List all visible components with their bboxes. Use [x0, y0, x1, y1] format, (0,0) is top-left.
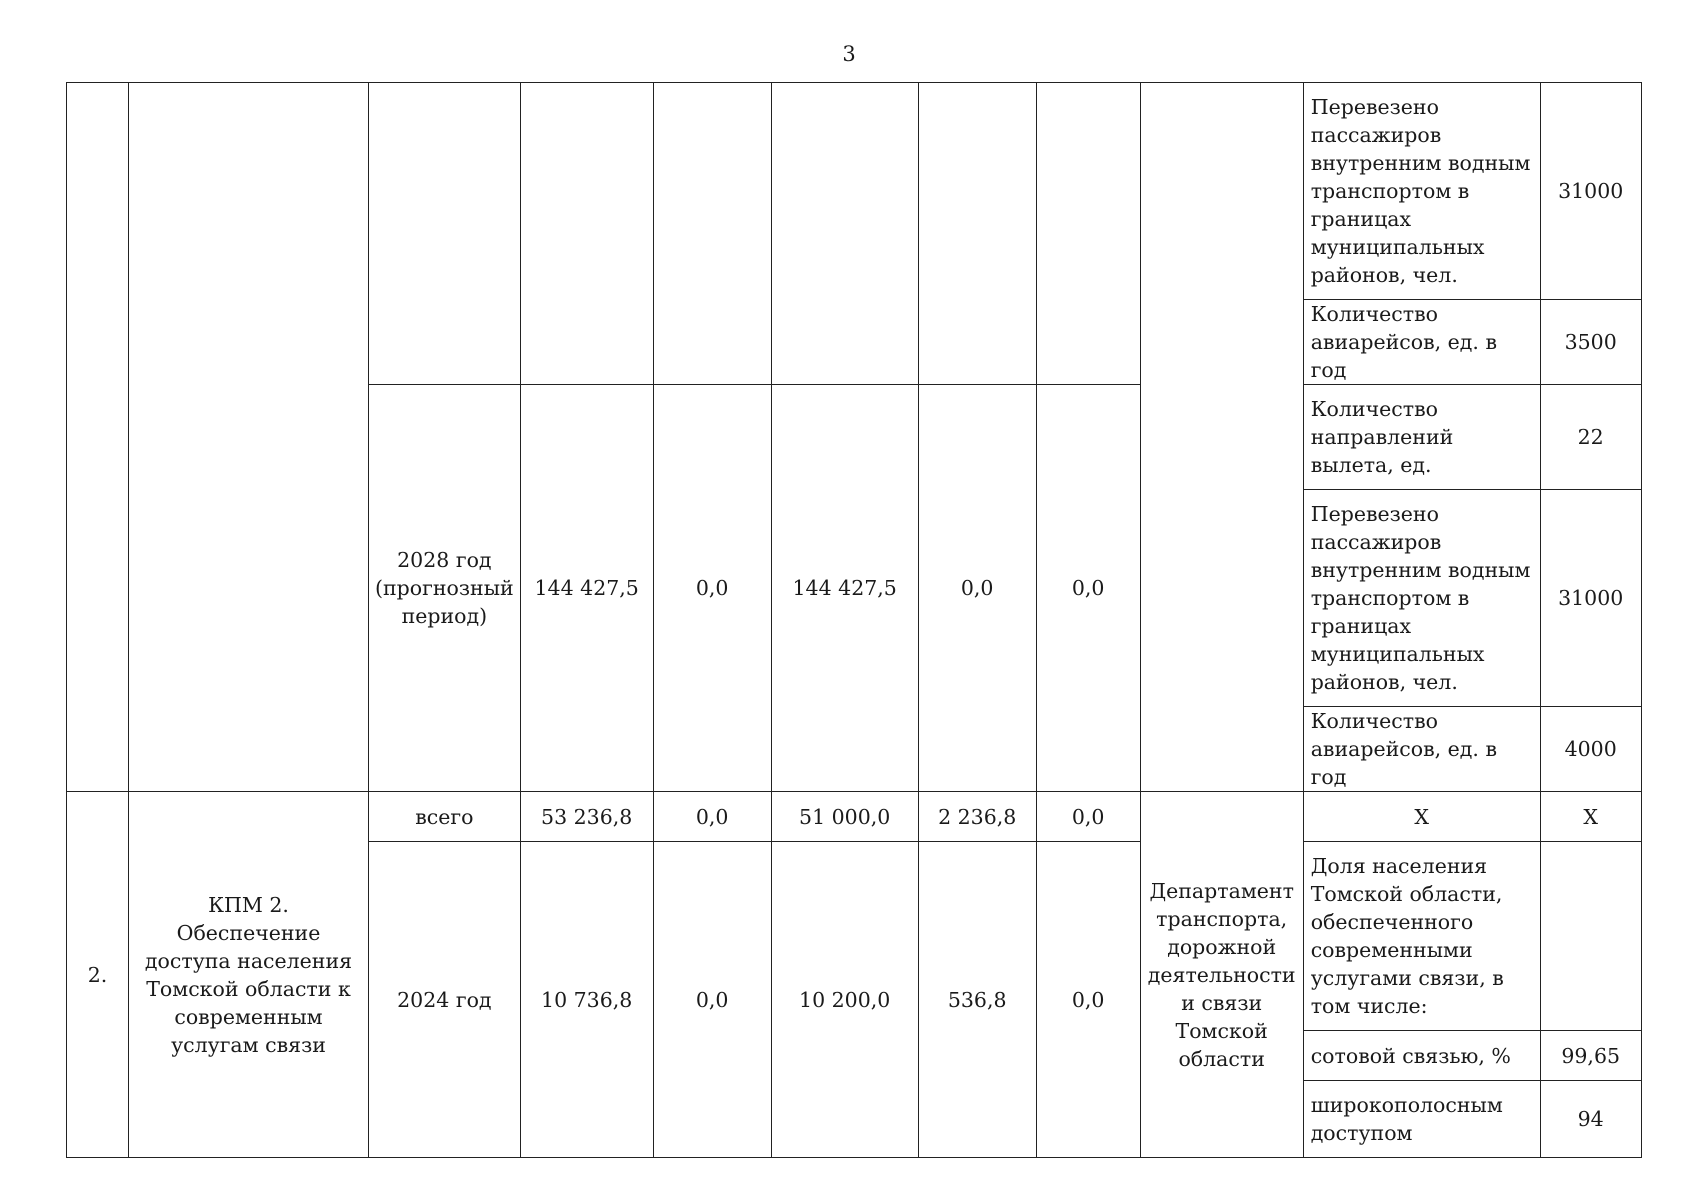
local-cell: [918, 83, 1036, 385]
executor-cell: [1140, 83, 1303, 792]
indicator-name: Количество авиарейсов, ед. в год: [1303, 300, 1540, 385]
page-number: 3: [842, 42, 856, 66]
period-cell: 2028 год (прогнозный период): [369, 385, 521, 792]
row-name-cell: КПМ 2. Обеспечение доступа населения Томской области к современным услугам связи: [129, 792, 369, 1158]
indicator-name: Доля населения Томской области, обеспеченного современными услугами связи, в том числе:: [1303, 842, 1540, 1031]
indicator-name: сотовой связью, %: [1303, 1031, 1540, 1081]
indicator-name: Количество авиарейсов, ед. в год: [1303, 707, 1540, 792]
federal-cell: 0,0: [653, 385, 771, 792]
total-cell: [520, 83, 653, 385]
local-cell: 2 236,8: [918, 792, 1036, 842]
federal-cell: [653, 83, 771, 385]
row-number-cell: 2.: [67, 792, 129, 1158]
indicator-value: 99,65: [1540, 1031, 1641, 1081]
period-cell: [369, 83, 521, 385]
local-cell: 0,0: [918, 385, 1036, 792]
local-cell: 536,8: [918, 842, 1036, 1158]
table-row: [67, 83, 1642, 300]
table-row: [67, 792, 1642, 842]
extra-cell: 0,0: [1036, 842, 1140, 1158]
extra-cell: 0,0: [1036, 385, 1140, 792]
indicator-value: 31000: [1540, 490, 1641, 707]
regional-cell: 10 200,0: [771, 842, 918, 1158]
federal-cell: 0,0: [653, 792, 771, 842]
total-cell: 144 427,5: [520, 385, 653, 792]
federal-cell: 0,0: [653, 842, 771, 1158]
extra-cell: 0,0: [1036, 792, 1140, 842]
program-table: [66, 82, 1642, 1158]
total-cell: 53 236,8: [520, 792, 653, 842]
indicator-name: Перевезено пассажиров внутренним водным транспортом в границах муниципальных районов, чел.: [1303, 83, 1540, 300]
indicator-value: [1540, 842, 1641, 1031]
indicator-name: широкополосным доступом: [1303, 1081, 1540, 1158]
period-cell: всего: [369, 792, 521, 842]
total-cell: 10 736,8: [520, 842, 653, 1158]
period-cell: 2024 год: [369, 842, 521, 1158]
row-number-cell: [67, 83, 129, 792]
regional-cell: 51 000,0: [771, 792, 918, 842]
indicator-value: 94: [1540, 1081, 1641, 1158]
indicator-name: Перевезено пассажиров внутренним водным транспортом в границах муниципальных районов, чел.: [1303, 490, 1540, 707]
indicator-name: Количество направлений вылета, ед.: [1303, 385, 1540, 490]
indicator-value: 3500: [1540, 300, 1641, 385]
indicator-name: Х: [1303, 792, 1540, 842]
executor-cell: Департамент транспорта, дорожной деятельности и связи Томской области: [1140, 792, 1303, 1158]
indicator-value: 31000: [1540, 83, 1641, 300]
row-name-cell: [129, 83, 369, 792]
regional-cell: 144 427,5: [771, 385, 918, 792]
indicator-value: 22: [1540, 385, 1641, 490]
indicator-value: Х: [1540, 792, 1641, 842]
extra-cell: [1036, 83, 1140, 385]
regional-cell: [771, 83, 918, 385]
indicator-value: 4000: [1540, 707, 1641, 792]
